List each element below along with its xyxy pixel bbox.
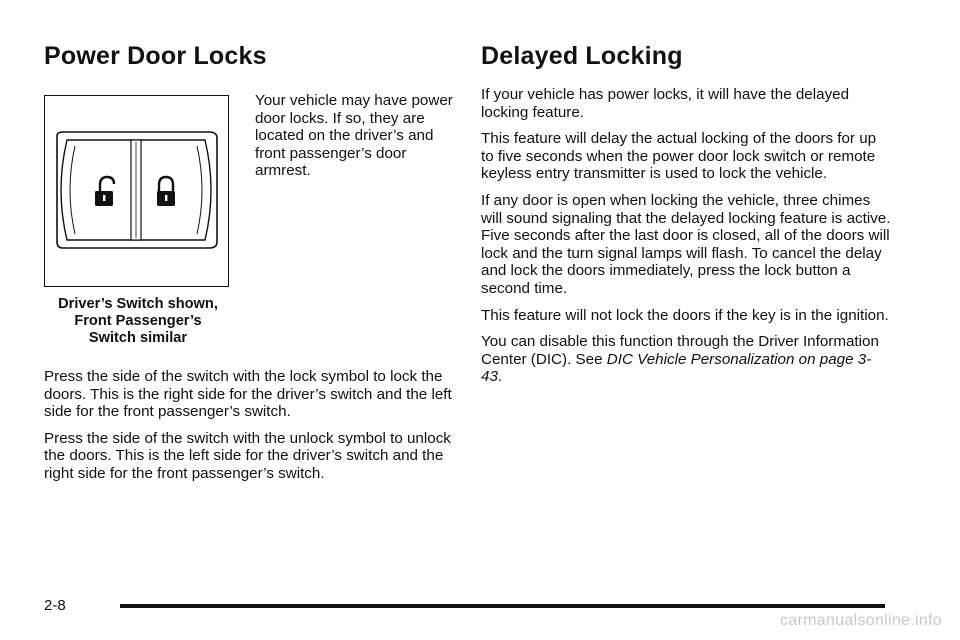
figure-caption xyxy=(44,296,232,347)
left-body xyxy=(44,368,454,492)
dic-text: You can disable this function through the Driver Information Center (DIC). See xyxy=(481,333,879,368)
delayed-locking-heading: Delayed Locking xyxy=(481,42,683,70)
unlock-paragraph: Press the side of the switch with the unlock symbol to unlock the doors. This is the left side for the driver’s switch and the right side for the front passenger’s switch. xyxy=(44,429,451,482)
paragraph: If your vehicle has power locks, it will have the delayed locking feature. xyxy=(481,86,850,121)
door-lock-switch-figure xyxy=(44,95,229,287)
paragraph: If any door is open when locking the vehicle, three chimes will sound signaling that the delayed locking feature is active. Five seconds after the last door is closed, all of the doors will lock and the turn signal lamps will flash. To cancel the delay and lock the doors immediately, press the lock button a second time. xyxy=(481,191,891,297)
paragraph: This feature will not lock the doors if the key is in the ignition. xyxy=(481,306,889,324)
paragraph: This feature will delay the actual locking of the doors for up to five seconds when the power door lock switch or remote keyless entry transmitter is used to lock the vehicle. xyxy=(481,130,877,183)
caption-line: Front Passenger’s xyxy=(74,313,202,329)
door-lock-switch-illustration xyxy=(45,96,227,285)
caption-line: Switch similar xyxy=(88,330,188,346)
caption-line: Driver’s Switch shown, xyxy=(58,296,218,312)
footer-rule xyxy=(120,604,885,608)
dic-reference-link[interactable]: DIC Vehicle Personalization on page 3-43 xyxy=(481,350,872,386)
page-number: 2-8 xyxy=(44,597,66,614)
power-door-locks-heading: Power Door Locks xyxy=(44,42,267,70)
intro-paragraph: Your vehicle may have power door locks. If so, they are located on the driver’s and front passenger’s door armrest. xyxy=(255,92,453,180)
lock-paragraph: Press the side of the switch with the lock symbol to lock the doors. This is the right side for the driver’s switch and the left side for the front passenger’s switch. xyxy=(44,368,452,421)
dic-paragraph xyxy=(481,333,891,386)
figure-side-text xyxy=(255,92,460,180)
dic-end: . xyxy=(497,368,503,386)
right-body xyxy=(481,86,891,395)
watermark: carmanualsonline.info xyxy=(780,612,942,629)
